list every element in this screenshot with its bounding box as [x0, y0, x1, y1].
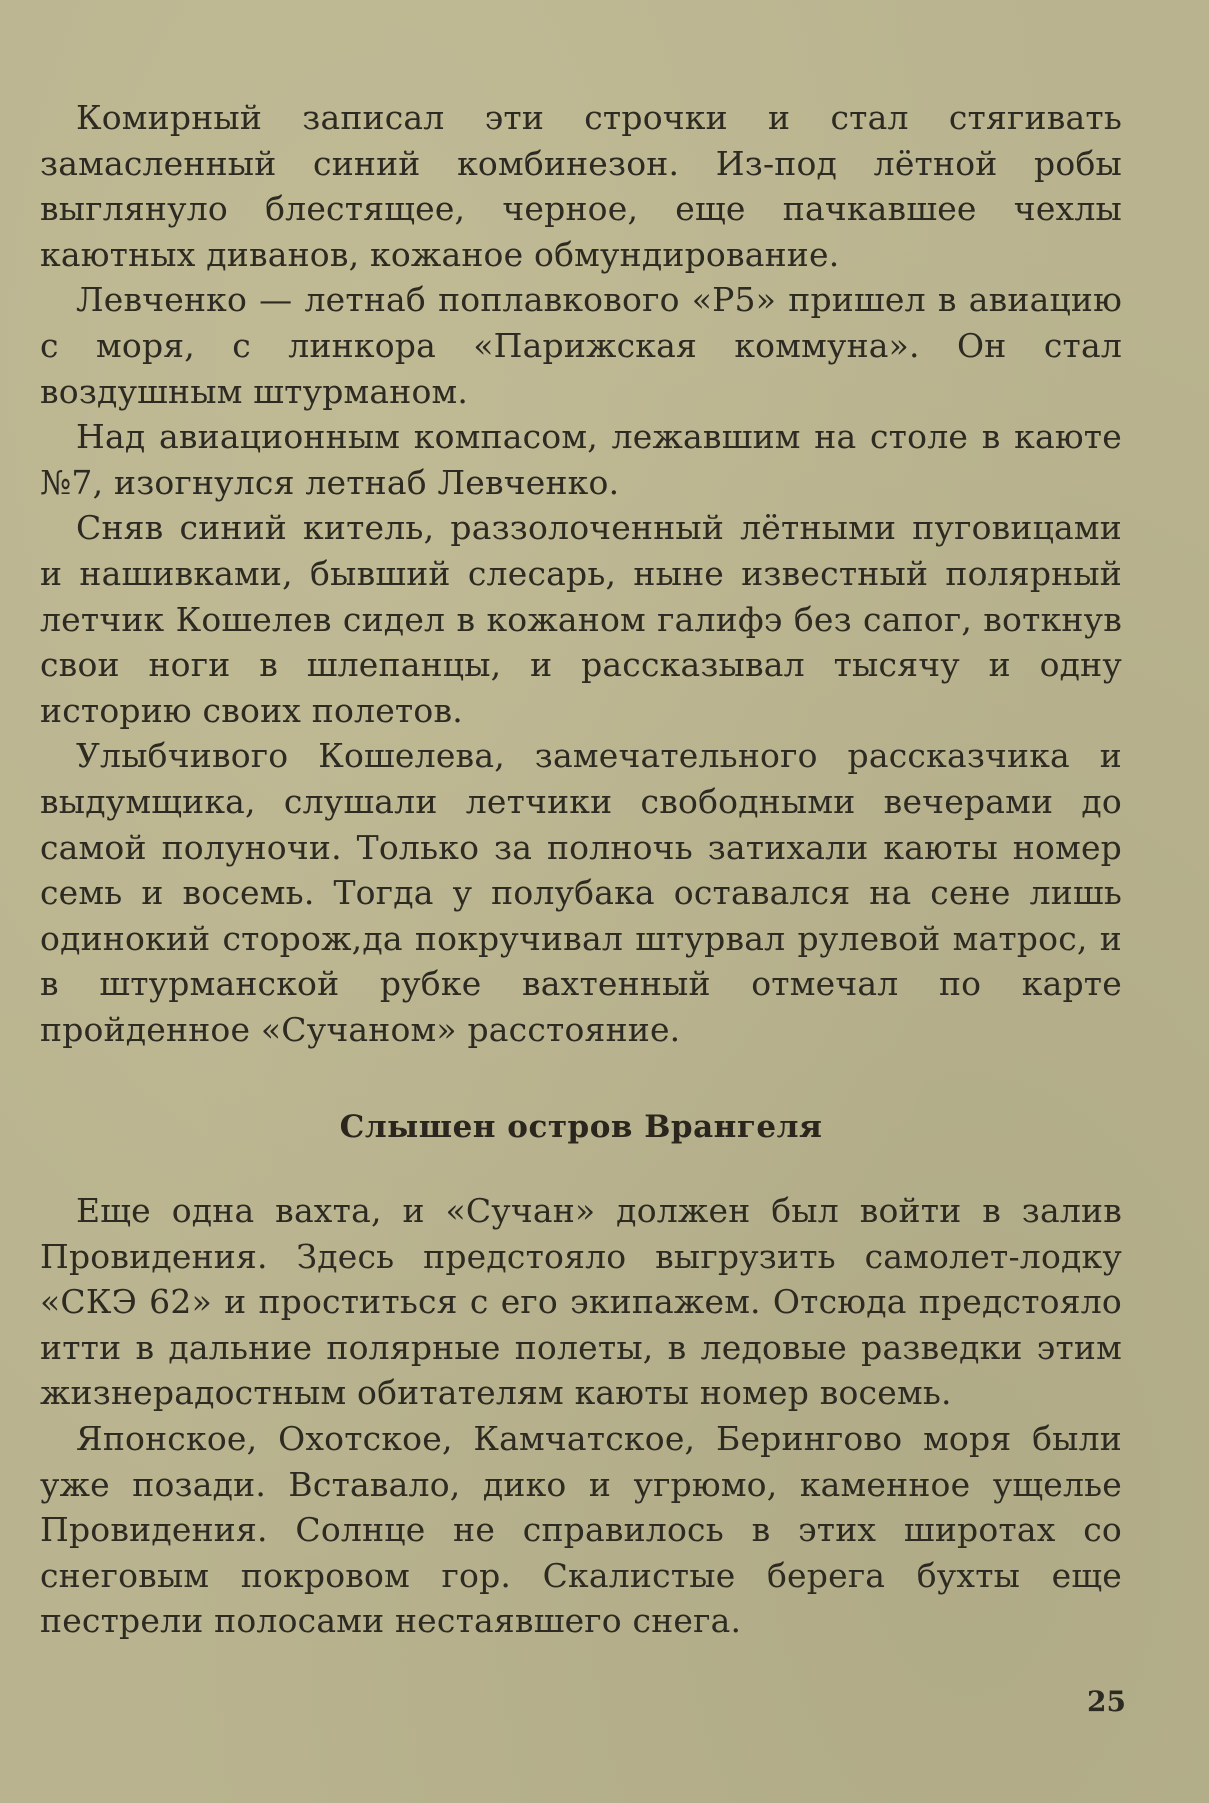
page-number: 25 [1087, 1685, 1126, 1718]
paragraph: Над авиационным компасом, лежавшим на столе в каюте №7, изогнулся летнаб Левченко. [40, 417, 1122, 502]
paragraph: Улыбчивого Кошелева, замечательного рассказчика и выдумщика, слушали летчики свободными вечерами до самой полуночи. Только за полночь затихали каюты номер семь и восемь. Тогда у полубака оставался на сене лишь одинокий сторож,да покручивал штурвал рулевой матрос, и в штурманской рубке вахтенный отмечал по карте пройденное «Сучаном» расстояние. [40, 736, 1122, 1049]
paragraph: Комирный записал эти строчки и стал стягивать замасленный синий комбинезон. Из-под лётной робы выглянуло блестящее, черное, еще пачкавшее чехлы каютных диванов, кожаное обмундирование. [40, 98, 1122, 274]
text-block-bottom [40, 1188, 1122, 1644]
section-heading: Слышен остров Врангеля [339, 1109, 823, 1145]
text-block-top [40, 95, 1122, 1052]
paragraph: Сняв синий китель, раззолоченный лётными пуговицами и нашивками, бывший слесарь, ныне известный полярный летчик Кошелев сидел в кожаном галифэ без сапог, воткнув свои ноги в шлепанцы, и рассказывал тысячу и одну историю своих полетов. [40, 508, 1122, 730]
paragraph: Японское, Охотское, Камчатское, Берингово моря были уже позади. Вставало, дико и угрюмо, каменное ущелье Провидения. Солнце не справилось в этих широтах со снеговым покровом гор. Скалистые берега бухты еще пестрели полосами нестаявшего снега. [40, 1418, 1122, 1641]
paragraph: Левченко — летнаб поплавкового «Р5» пришел в авиацию с моря, с линкора «Парижская коммуна». Он стал воздушным штурманом. [40, 280, 1122, 411]
paragraph: Еще одна вахта, и «Сучан» должен был войти в залив Провидения. Здесь предстояло выгрузить самолет-лодку «СКЭ 62» и проститься с его экипажем. Отсюда предстояло итти в дальние полярные полеты, в ледовые разведки этим жизнерадостным обитателям каюты номер восемь. [40, 1191, 1122, 1413]
